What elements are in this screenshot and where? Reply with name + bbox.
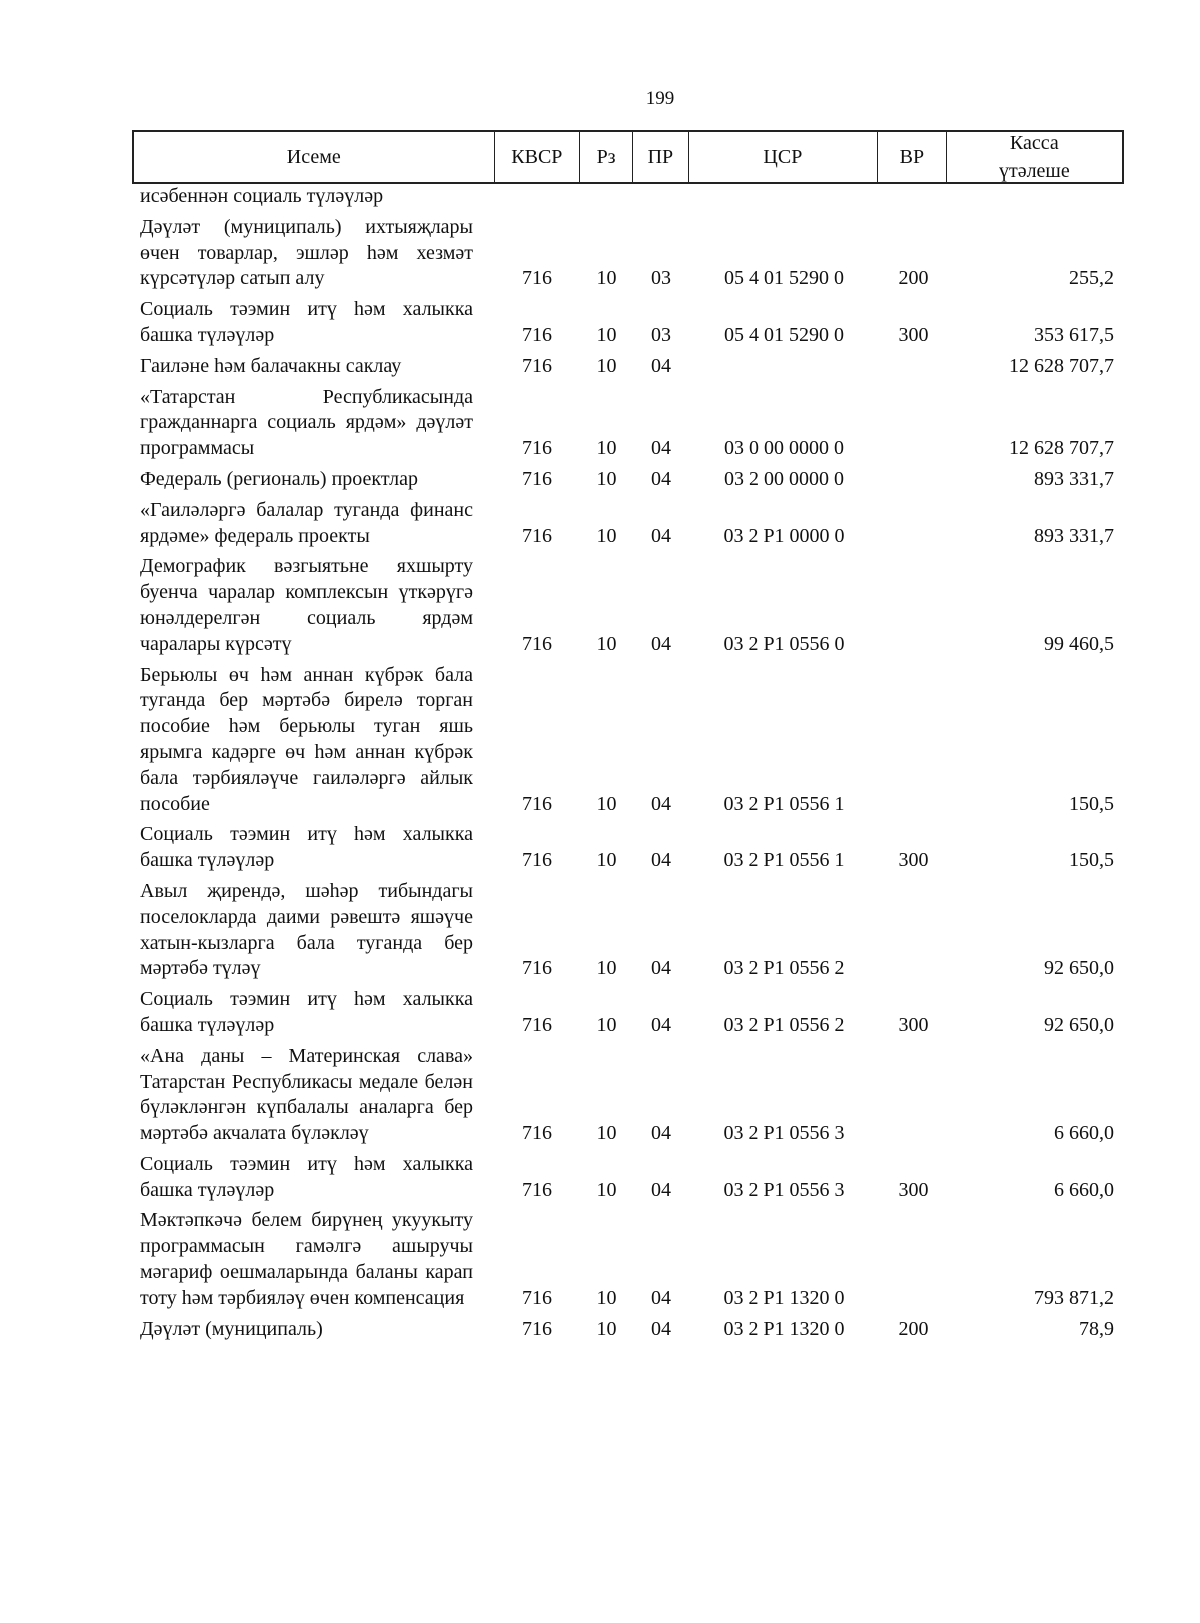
row-name: Демографик вәзгыятьне яхшырту буенча чаралар комплексын үткәрүгә юнәлдерелгән социаль ярдәм чаралары күрсәтү: [140, 555, 473, 655]
row-kvsr: 716: [522, 524, 552, 547]
row-rz: 10: [596, 1286, 617, 1309]
row-name: Гаиләне һәм балачакны саклау: [140, 354, 402, 377]
page-number: 199: [645, 88, 675, 109]
row-amount: 92 650,0: [1044, 957, 1114, 980]
row-rz: 10: [596, 1013, 617, 1036]
table-row: [132, 1317, 1124, 1343]
table-row: [132, 498, 1124, 550]
row-kvsr: 716: [522, 1286, 552, 1309]
row-vr: 300: [898, 1013, 929, 1036]
row-pr: 04: [651, 957, 671, 980]
row-kvsr: 716: [522, 1013, 552, 1036]
row-rz: 10: [596, 1317, 617, 1340]
row-name: Социаль тәэмин итү һәм халыкка башка түләүләр: [140, 823, 473, 872]
table-row: [132, 822, 1124, 874]
row-pr: 04: [651, 524, 671, 547]
row-rz: 10: [596, 437, 617, 460]
row-pr: 04: [651, 632, 671, 655]
row-amount: 99 460,5: [1044, 632, 1114, 655]
row-name: «Ана даны – Материнская слава» Татарстан Республикасы медале белән бүләкләнгән күпбалалы аналарга бер мәртәбә акчалата бүләкләү: [140, 1044, 473, 1145]
header-kvsr: КВСР: [495, 132, 581, 182]
row-vr: 300: [898, 323, 929, 346]
table-row: [132, 385, 1124, 462]
row-amount: 353 617,5: [1034, 323, 1114, 346]
header-rz: Рз: [580, 132, 633, 182]
row-csr: 05 4 01 5290 0: [724, 323, 844, 346]
row-kvsr: 716: [522, 632, 552, 655]
row-kvsr: 716: [522, 354, 552, 377]
row-name: исәбеннән социаль түләүләр: [140, 185, 384, 207]
row-name: «Татарстан Республикасында гражданнарга социаль ярдәм» дәүләт программасы: [140, 385, 473, 460]
row-kvsr: 716: [522, 792, 552, 815]
table-row: [132, 215, 1124, 292]
row-amount: 793 871,2: [1034, 1286, 1114, 1309]
row-kvsr: 716: [522, 957, 552, 980]
row-csr: 03 2 P1 0556 1: [723, 849, 845, 872]
table-row: [132, 987, 1124, 1039]
budget-table: [132, 130, 1124, 1342]
header-pr: ПР: [633, 132, 689, 182]
row-amount: 12 628 707,7: [1009, 354, 1114, 377]
row-csr: 03 2 P1 1320 0: [723, 1317, 845, 1340]
row-csr: 03 2 P1 0556 3: [723, 1178, 845, 1201]
row-csr: 03 0 00 0000 0: [724, 437, 844, 460]
table-header: [132, 130, 1124, 184]
row-name: Федераль (региональ) проектлар: [140, 467, 418, 490]
row-name: «Гаиләләргә балалар туганда финанс ярдәме» федераль проекты: [140, 498, 473, 547]
row-csr: 03 2 P1 0556 2: [723, 1013, 845, 1036]
row-vr: 300: [898, 1178, 929, 1201]
header-name: Исеме: [134, 132, 495, 182]
table-row: [132, 1152, 1124, 1204]
row-kvsr: 716: [522, 1178, 552, 1201]
row-rz: 10: [596, 467, 617, 490]
row-pr: 04: [651, 354, 671, 377]
row-amount: 150,5: [1069, 792, 1114, 815]
row-kvsr: 716: [522, 437, 552, 460]
row-amount: 12 628 707,7: [1009, 437, 1114, 460]
row-csr: 03 2 P1 0556 1: [723, 792, 845, 815]
row-name: Мәктәпкәчә белем бирүнең укуукыту программасын гамәлгә ашыручы мәгариф оешмаларында баланы карап тоту һәм тәрбияләү өчен компенсация: [140, 1209, 473, 1309]
row-name: Авыл җирендә, шәһәр тибындагы поселокларда даими рәвештә яшәүче хатын-кызларга бала туганда бер мәртәбә түләү: [140, 879, 473, 980]
row-csr: 03 2 P1 1320 0: [723, 1286, 845, 1309]
row-name: Дәүләт (муниципаль) ихтыяҗлары өчен товарлар, эшләр һәм хезмәт күрсәтүләр сатып алу: [140, 215, 473, 290]
row-pr: 04: [651, 1286, 671, 1309]
row-amount: 78,9: [1079, 1317, 1114, 1340]
row-csr: 03 2 P1 0556 2: [723, 957, 845, 980]
row-amount: 150,5: [1069, 849, 1114, 872]
row-csr: 03 2 00 0000 0: [724, 467, 844, 490]
row-rz: 10: [596, 1122, 617, 1145]
row-rz: 10: [596, 323, 617, 346]
row-rz: 10: [596, 792, 617, 815]
row-name: Социаль тәэмин итү һәм халыкка башка түләүләр: [140, 1152, 473, 1201]
header-amount: Касса үтәлеше: [998, 132, 1070, 182]
row-csr: 03 2 P1 0000 0: [723, 524, 845, 547]
table-row: [132, 1044, 1124, 1147]
row-amount: 893 331,7: [1034, 524, 1114, 547]
header-vr: ВР: [878, 132, 947, 182]
row-name: Социаль тәэмин итү һәм халыкка башка түләүләр: [140, 298, 473, 346]
row-pr: 03: [651, 267, 671, 290]
table-row: [132, 354, 1124, 380]
row-name: Дәүләт (муниципаль): [140, 1317, 323, 1340]
table-row: [132, 467, 1124, 493]
row-rz: 10: [596, 267, 617, 290]
row-vr: 200: [898, 1317, 929, 1340]
row-kvsr: 716: [522, 1122, 552, 1145]
row-amount: 893 331,7: [1034, 467, 1114, 490]
row-amount: 6 660,0: [1054, 1122, 1114, 1145]
table-row: [132, 1208, 1124, 1311]
row-pr: 03: [651, 323, 671, 346]
row-kvsr: 716: [522, 467, 552, 490]
row-pr: 04: [651, 792, 671, 815]
row-pr: 04: [651, 1178, 671, 1201]
row-pr: 04: [651, 849, 671, 872]
row-vr: 300: [898, 849, 929, 872]
table-body: [132, 184, 1124, 1342]
row-pr: 04: [651, 467, 671, 490]
row-rz: 10: [596, 849, 617, 872]
table-row: [132, 879, 1124, 982]
row-kvsr: 716: [522, 849, 552, 872]
row-csr: 05 4 01 5290 0: [724, 267, 844, 290]
row-amount: 92 650,0: [1044, 1013, 1114, 1036]
table-row: [132, 554, 1124, 657]
row-kvsr: 716: [522, 1317, 552, 1340]
row-name: Социаль тәэмин итү һәм халыкка башка түләүләр: [140, 988, 473, 1036]
row-amount: 6 660,0: [1054, 1178, 1114, 1201]
row-rz: 10: [596, 957, 617, 980]
row-pr: 04: [651, 1013, 671, 1036]
table-row: [132, 297, 1124, 349]
row-kvsr: 716: [522, 323, 552, 346]
row-pr: 04: [651, 1122, 671, 1145]
row-amount: 255,2: [1069, 267, 1114, 290]
row-kvsr: 716: [522, 267, 552, 290]
row-pr: 04: [651, 437, 671, 460]
row-name: Берьюлы өч һәм аннан күбрәк бала туганда бер мәртәбә бирелә торган пособие һәм берьюлы туган яшь ярымга кадәрге өч һәм аннан күбрәк бала тәрбияләүче гаиләләргә айлык пособие: [140, 663, 473, 815]
row-vr: 200: [898, 267, 929, 290]
row-pr: 04: [651, 1317, 671, 1340]
header-csr: ЦСР: [689, 132, 878, 182]
row-csr: 03 2 P1 0556 0: [723, 632, 845, 655]
row-rz: 10: [596, 1178, 617, 1201]
row-csr: 03 2 P1 0556 3: [723, 1122, 845, 1145]
table-row: [132, 184, 1124, 210]
row-rz: 10: [596, 354, 617, 377]
row-rz: 10: [596, 524, 617, 547]
table-row: [132, 663, 1124, 818]
row-rz: 10: [596, 632, 617, 655]
